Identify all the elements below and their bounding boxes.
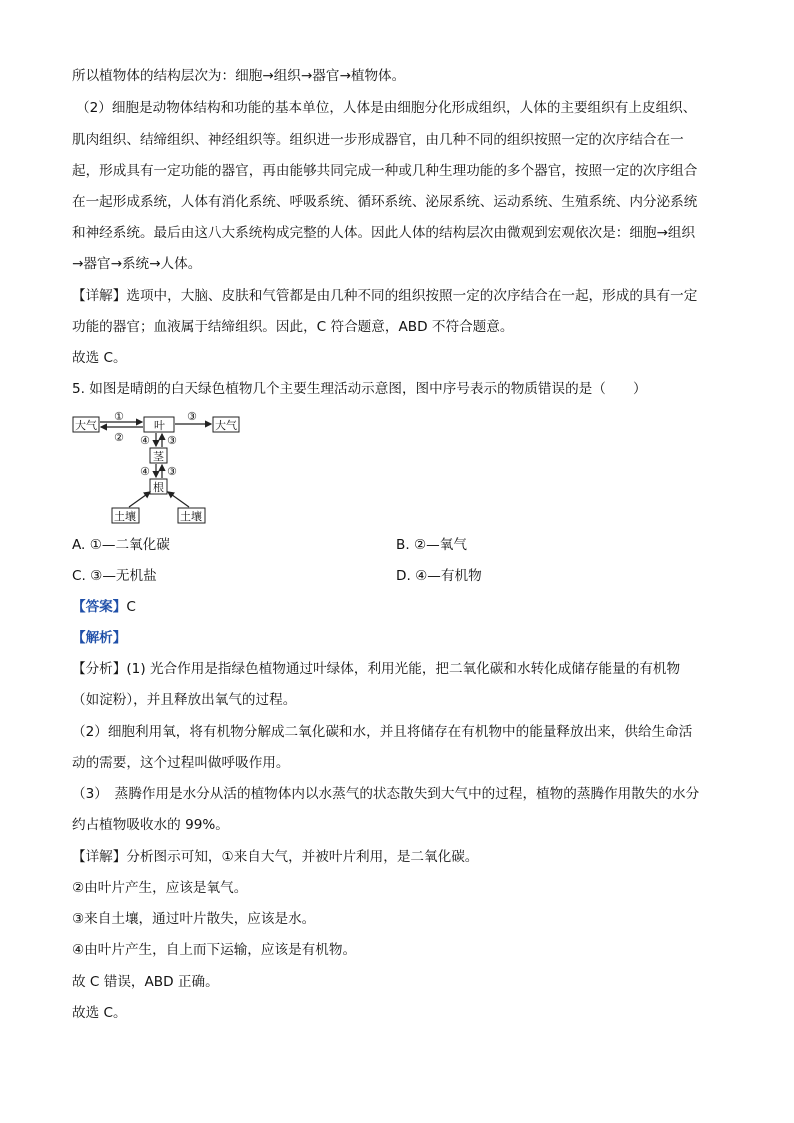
text-line: 功能的器官；血液属于结缔组织。因此，C 符合题意，ABD 不符合题意。 <box>72 319 514 335</box>
option-b: B. ②—氧气 <box>396 537 467 553</box>
root-label: 根 <box>153 481 164 494</box>
text-line: 所以植物体的结构层次为：细胞→组织→器官→植物体。 <box>72 68 406 84</box>
text-line: 故 C 错误，ABD 正确。 <box>72 974 219 990</box>
text-line: →器官→系统→人体。 <box>72 256 202 272</box>
label-3-upper: ③ <box>167 434 177 447</box>
label-2: ② <box>114 431 124 444</box>
text-line: ④由叶片产生，自上而下运输，应该是有机物。 <box>72 942 357 958</box>
soil-left-label: 土壤 <box>114 510 136 523</box>
analysis-label: 【解析】 <box>72 630 127 646</box>
text-line: （2）细胞利用氧，将有机物分解成二氧化碳和水，并且将储存在有机物中的能量释放出来，供给生命活 <box>72 724 693 740</box>
stem-label: 茎 <box>153 450 164 463</box>
label-4-upper: ④ <box>140 434 150 447</box>
option-c: C. ③—无机盐 <box>72 568 157 584</box>
label-4-lower: ④ <box>140 465 150 478</box>
label-1: ① <box>114 410 124 423</box>
soil-right-label: 土壤 <box>180 510 202 523</box>
text-line: 起，形成具有一定功能的器官，再由能够共同完成一种或几种生理功能的多个器官，按照一定的次序组合 <box>72 163 698 179</box>
atmosphere-right-label: 大气 <box>215 419 237 432</box>
text-line: ②由叶片产生，应该是氧气。 <box>72 880 248 896</box>
text-line: 在一起形成系统，人体有消化系统、呼吸系统、循环系统、泌尿系统、运动系统、生殖系统、内分泌系统 <box>72 194 698 210</box>
text-line: （如淀粉），并且释放出氧气的过程。 <box>72 692 297 708</box>
text-line: 【分析】(1) 光合作用是指绿色植物通过叶绿体，利用光能，把二氧化碳和水转化成储存能量的有机物 <box>72 661 681 677</box>
text-line: 【详解】选项中，大脑、皮肤和气管都是由几种不同的组织按照一定的次序结合在一起，形成的具有一定 <box>72 288 698 304</box>
answer-value: C <box>126 599 136 615</box>
arrow-soil-left <box>129 492 150 507</box>
plant-activity-diagram <box>72 408 252 528</box>
option-a: A. ①—二氧化碳 <box>72 537 170 553</box>
question-stem: 5. 如图是晴朗的白天绿色植物几个主要生理活动示意图，图中序号表示的物质错误的是（ ） <box>72 381 647 397</box>
arrow-soil-right <box>168 492 189 507</box>
answer-line <box>72 597 136 617</box>
text-line: 肌肉组织、结缔组织、神经组织等。组织进一步形成器官，由几种不同的组织按照一定的次序结合在一 <box>72 132 684 148</box>
label-3-lower: ③ <box>167 465 177 478</box>
text-line: （2）细胞是动物体结构和功能的基本单位，人体是由细胞分化形成组织，人体的主要组织有上皮组织、 <box>76 100 697 116</box>
text-line: 动的需要，这个过程叫做呼吸作用。 <box>72 755 290 771</box>
label-3-top: ③ <box>187 410 197 423</box>
text-line: 故选 C。 <box>72 1005 127 1021</box>
atmosphere-left-label: 大气 <box>75 419 97 432</box>
answer-label: 【答案】 <box>72 599 127 615</box>
analysis-heading <box>72 628 126 648</box>
text-line: （3） 蒸腾作用是水分从活的植物体内以水蒸气的状态散失到大气中的过程，植物的蒸腾作用散失的水分 <box>72 786 700 802</box>
text-line: 约占植物吸收水的 99%。 <box>72 817 229 833</box>
leaf-label: 叶 <box>154 419 165 432</box>
option-d: D. ④—有机物 <box>396 568 482 584</box>
text-line: 和神经系统。最后由这八大系统构成完整的人体。因此人体的结构层次由微观到宏观依次是：细胞→组织 <box>72 225 696 241</box>
text-line: 故选 C。 <box>72 350 127 366</box>
text-line: ③来自土壤，通过叶片散失，应该是水。 <box>72 911 316 927</box>
text-line: 【详解】分析图示可知，①来自大气，并被叶片利用，是二氧化碳。 <box>72 849 479 865</box>
